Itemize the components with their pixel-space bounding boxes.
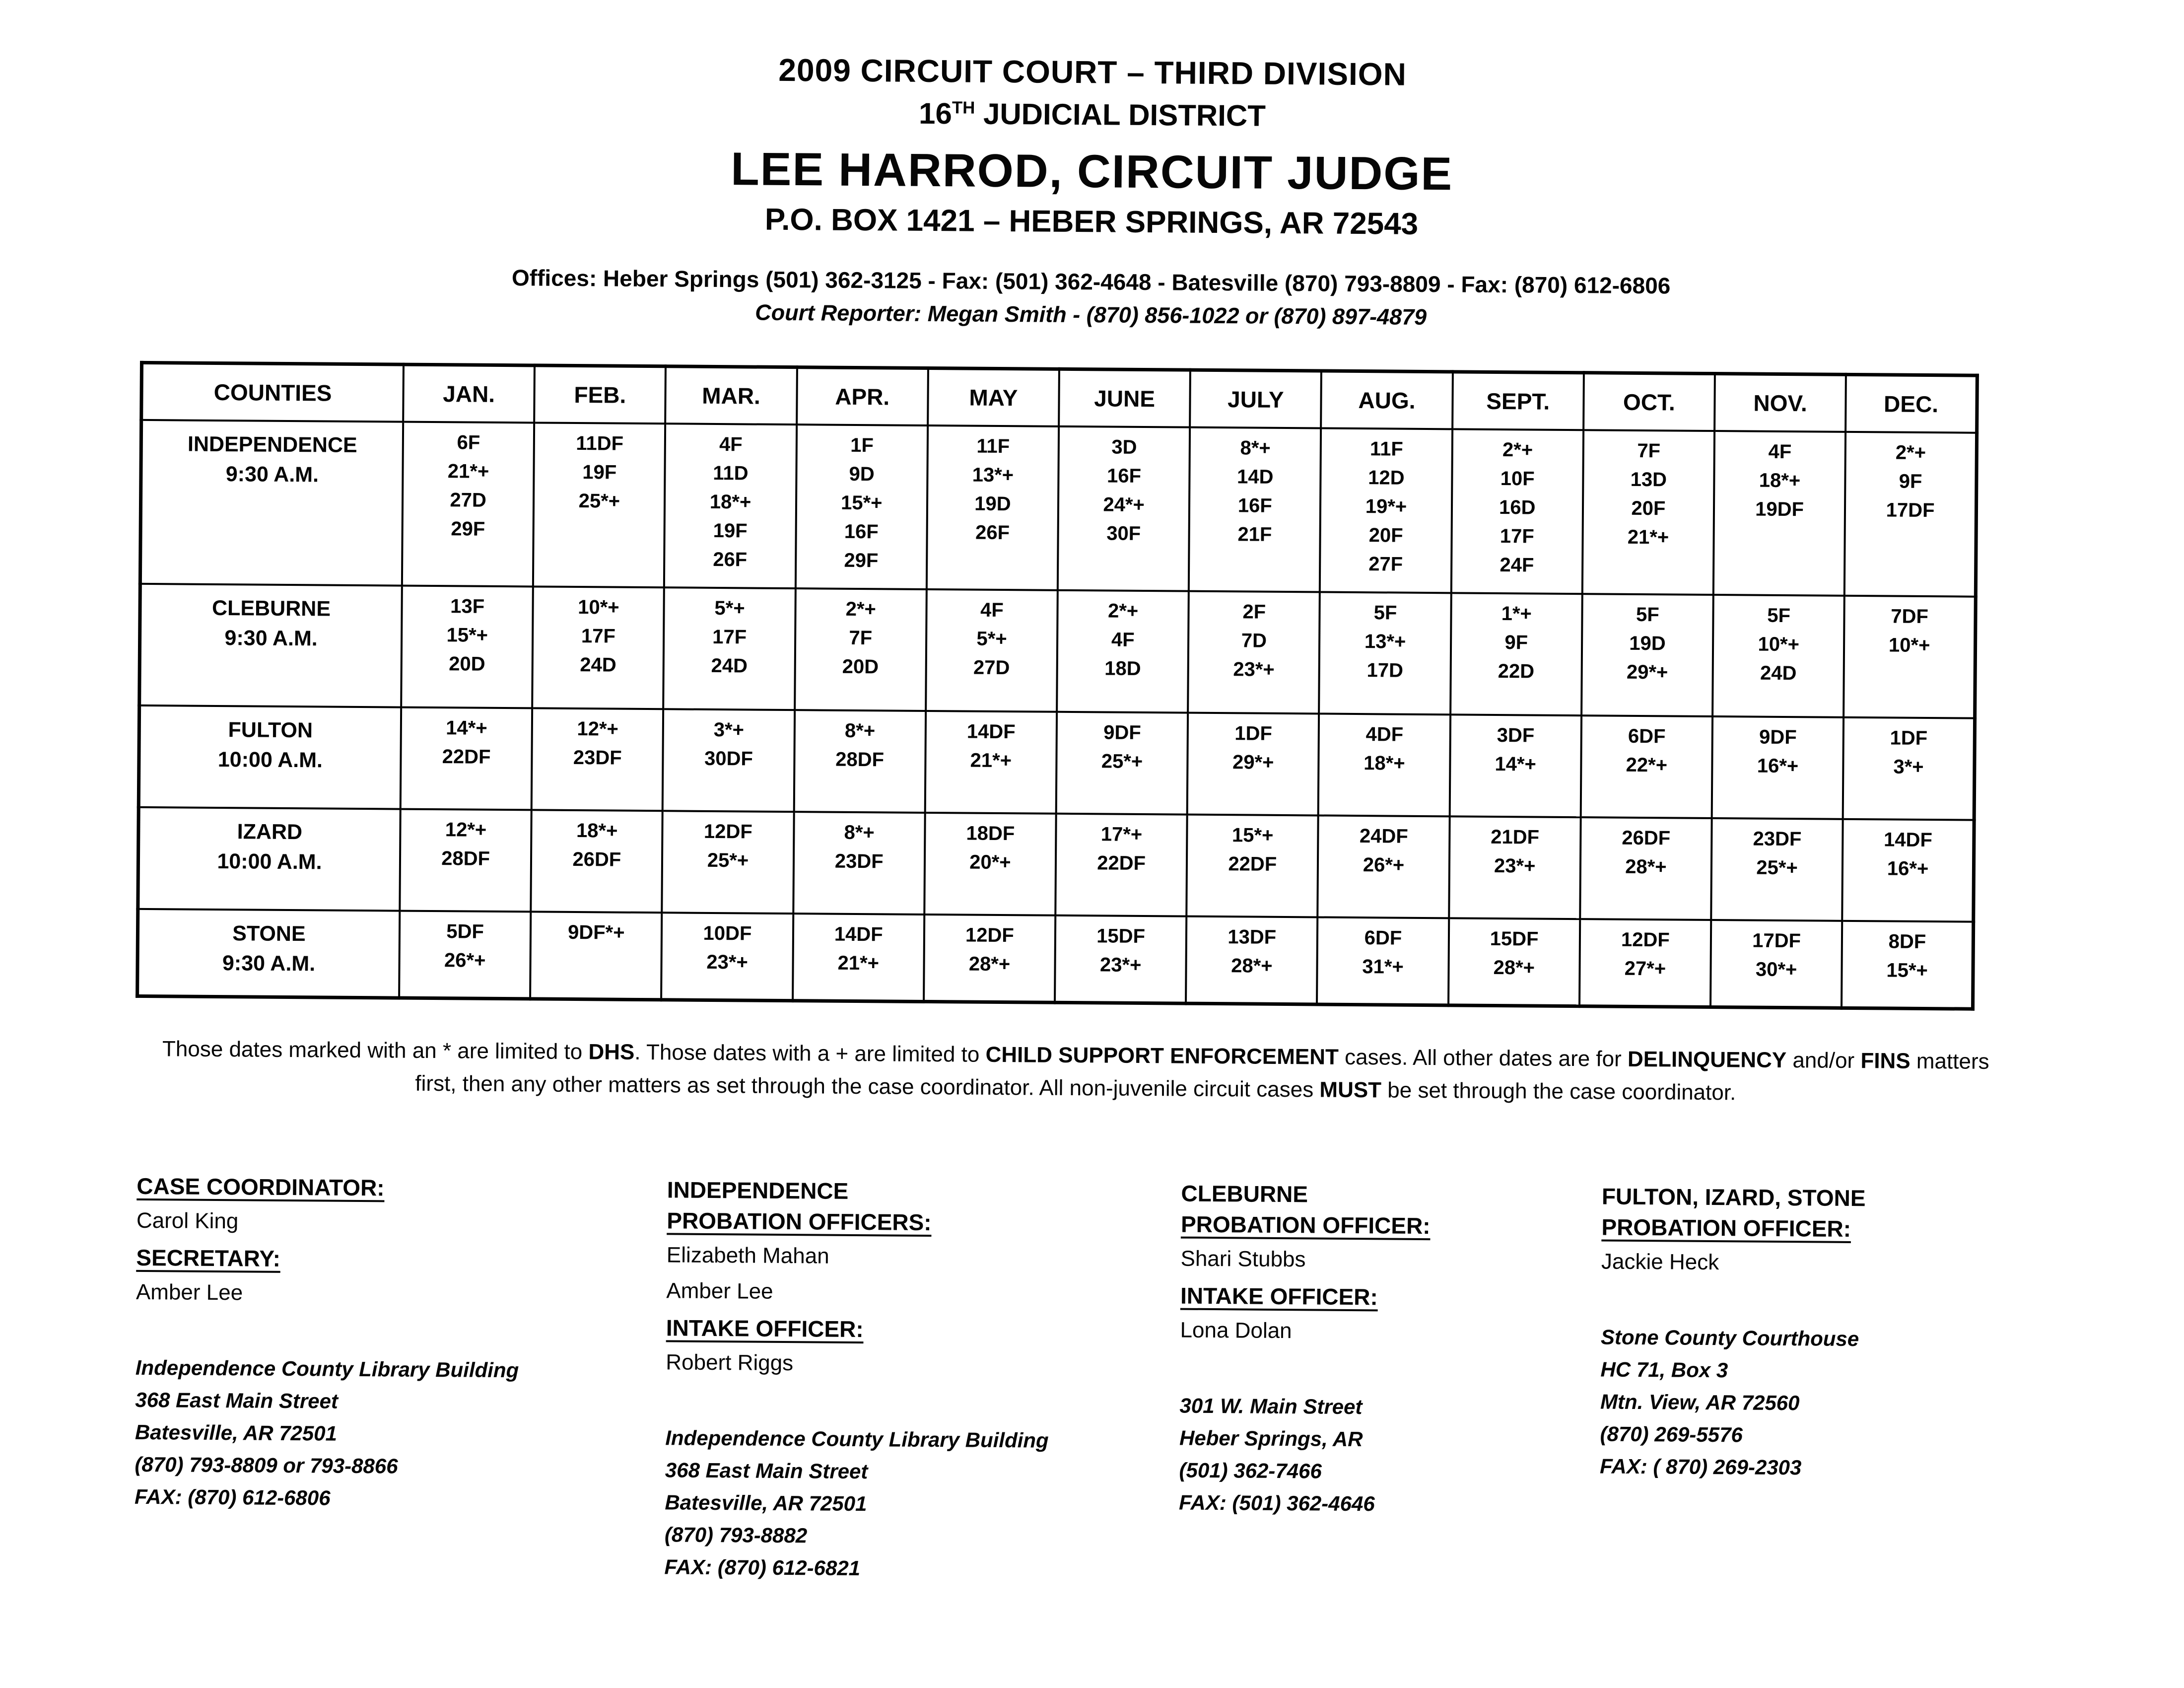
column-header: COUNTIES xyxy=(141,362,404,422)
contact-address: FAX: (870) 612-6806 xyxy=(134,1484,331,1510)
footnote-text: be set through the case coordinator. xyxy=(1381,1077,1736,1105)
schedule-cell: 11DF 19F 25*+ xyxy=(533,422,666,587)
column-header: MAY xyxy=(928,368,1059,426)
schedule-cell: 23DF 25*+ xyxy=(1711,818,1843,921)
county-cell: STONE 9:30 A.M. xyxy=(137,909,400,998)
column-header: AUG. xyxy=(1321,371,1453,429)
contact-column xyxy=(1599,1183,2008,1593)
schedule-cell: 3*+ 30DF xyxy=(663,709,795,812)
contact-heading: PROBATION OFFICER: xyxy=(1180,1211,1431,1239)
schedule-cell: 5F 19D 29*+ xyxy=(1581,594,1713,716)
judge-address: P.O. BOX 1421 – HEBER SPRINGS, AR 72543 xyxy=(764,202,1419,241)
contact-address: Independence County Library Building xyxy=(135,1355,519,1382)
document-header xyxy=(0,46,2184,247)
footnote-text: cases. All other dates are for xyxy=(1338,1045,1628,1071)
schedule-cell: 9DF*+ xyxy=(530,912,662,999)
schedule-cell: 6F 21*+ 27D 29F xyxy=(402,422,535,587)
schedule-cell: 2F 7D 23*+ xyxy=(1188,591,1320,714)
contact-name: Amber Lee xyxy=(136,1279,243,1305)
table-row xyxy=(139,584,1976,718)
contact-column xyxy=(1178,1180,1567,1589)
county-cell: FULTON 10:00 A.M. xyxy=(138,705,401,809)
contact-title: CLEBURNE xyxy=(1181,1180,1308,1207)
judicial-district xyxy=(0,90,2184,140)
schedule-cell: 4DF 18*+ xyxy=(1318,713,1450,816)
column-header: JUNE xyxy=(1059,369,1190,427)
schedule-cell: 8*+ 28DF xyxy=(794,710,926,813)
contacts xyxy=(134,1172,2008,1592)
schedule-cell: 17DF 30*+ xyxy=(1710,920,1842,1008)
court-reporter-line: Court Reporter: Megan Smith - (870) 856-1022 or (870) 897-4879 xyxy=(755,299,1427,330)
contact-address: (501) 362-7466 xyxy=(1179,1458,1322,1483)
contact-name: Carol King xyxy=(136,1208,239,1233)
offices-line: Offices: Heber Springs (501) 362-3125 - Fax: (501) 362-4648 - Batesville (870) 793-8809 - Fax: (870) 612-6806 xyxy=(511,265,1671,299)
schedule-cell: 6DF 31*+ xyxy=(1317,917,1448,1005)
contact-heading: PROBATION OFFICERS: xyxy=(667,1207,932,1235)
schedule-cell: 15DF 28*+ xyxy=(1448,918,1580,1006)
table-row xyxy=(140,420,1977,597)
footnote-term: FINS xyxy=(1860,1048,1911,1073)
column-header: OCT. xyxy=(1583,373,1715,431)
schedule-cell: 7F 13D 20F 21*+ xyxy=(1582,430,1715,595)
contact-address: Independence County Library Building xyxy=(665,1425,1049,1452)
schedule-cell: 14*+ 22DF xyxy=(401,707,533,810)
schedule-cell: 15DF 23*+ xyxy=(1055,915,1186,1003)
contact-address: (870) 269-5576 xyxy=(1600,1421,1743,1446)
schedule-cell: 2*+ 10F 16D 17F 24F xyxy=(1451,429,1583,594)
schedule-cell: 14DF 21*+ xyxy=(925,711,1057,814)
column-header: APR. xyxy=(797,367,928,425)
contact-address: Stone County Courthouse xyxy=(1600,1325,1859,1350)
footnote-term: DELINQUENCY xyxy=(1627,1047,1787,1072)
schedule-cell: 1F 9D 15*+ 16F 29F xyxy=(795,424,928,589)
district-label: JUDICIAL DISTRICT xyxy=(975,97,1266,133)
schedule-cell: 12DF 25*+ xyxy=(662,811,794,914)
footnote-term: MUST xyxy=(1319,1077,1382,1102)
footnote-text: and/or xyxy=(1786,1048,1861,1073)
contact-name: Amber Lee xyxy=(666,1278,773,1304)
footnote-text: Those dates marked with an * are limited to xyxy=(162,1036,589,1064)
county-cell: CLEBURNE 9:30 A.M. xyxy=(139,584,402,707)
column-header: DEC. xyxy=(1845,374,1977,432)
contact-heading: SECRETARY: xyxy=(136,1244,281,1271)
contact-address: Batesville, AR 72501 xyxy=(135,1420,338,1445)
schedule-cell: 26DF 28*+ xyxy=(1580,817,1712,920)
table-row xyxy=(138,807,1974,922)
contact-name: Elizabeth Mahan xyxy=(666,1242,829,1268)
county-cell: IZARD 10:00 A.M. xyxy=(138,807,401,911)
schedule-cell: 6DF 22*+ xyxy=(1581,715,1713,818)
column-header: NOV. xyxy=(1714,374,1846,432)
contact-heading: PROBATION OFFICER: xyxy=(1601,1213,1851,1242)
schedule-cell: 8*+ 14D 16F 21F xyxy=(1189,427,1321,592)
schedule-cell: 12DF 27*+ xyxy=(1579,919,1711,1007)
footnote-text: matters first, then any other matters as set through the case coordinator. All non-juvenile circuit cases xyxy=(415,1049,1989,1102)
schedule-cell: 3D 16F 24*+ 30F xyxy=(1058,426,1190,591)
schedule-cell: 12*+ 28DF xyxy=(400,809,532,912)
district-number: 16 xyxy=(918,96,953,131)
contact-address: (870) 793-8882 xyxy=(664,1522,808,1547)
schedule-cell: 4F 18*+ 19DF xyxy=(1713,431,1846,596)
schedule-cell: 9DF 16*+ xyxy=(1712,716,1844,819)
schedule-table-body xyxy=(137,420,1977,1009)
schedule-cell: 13F 15*+ 20D xyxy=(401,586,533,708)
column-header: JULY xyxy=(1190,370,1321,428)
schedule-cell: 12*+ 23DF xyxy=(532,708,664,811)
schedule-table xyxy=(136,361,1979,1010)
schedule-cell: 1DF 3*+ xyxy=(1843,717,1975,820)
schedule-cell: 2*+ 9F 17DF xyxy=(1844,432,1977,597)
contact-address: FAX: ( 870) 269-2303 xyxy=(1599,1454,1802,1479)
contact-address: 368 East Main Street xyxy=(665,1458,868,1483)
schedule-cell: 14DF 21*+ xyxy=(793,914,924,1001)
footnote-term: CHILD SUPPORT ENFORCEMENT xyxy=(985,1042,1339,1069)
schedule-cell: 15*+ 22DF xyxy=(1186,815,1318,917)
schedule-cell: 4F 5*+ 27D xyxy=(926,589,1058,712)
schedule-cell: 1DF 29*+ xyxy=(1187,713,1319,816)
contact-address: 368 East Main Street xyxy=(135,1388,339,1413)
contact-address: Mtn. View, AR 72560 xyxy=(1600,1389,1800,1414)
footnote xyxy=(142,1032,2009,1111)
schedule-cell: 2*+ 4F 18D xyxy=(1057,590,1189,713)
schedule-cell: 10DF 23*+ xyxy=(661,913,793,1000)
schedule-cell: 11F 13*+ 19D 26F xyxy=(927,425,1059,590)
contact-heading: INTAKE OFFICER: xyxy=(666,1314,864,1342)
schedule-cell: 5F 13*+ 17D xyxy=(1319,592,1451,714)
schedule-cell: 5F 10*+ 24D xyxy=(1712,595,1844,717)
footnote-term: DHS xyxy=(588,1039,635,1064)
contact-name: Lona Dolan xyxy=(1180,1318,1292,1343)
court-title: 2009 CIRCUIT COURT – THIRD DIVISION xyxy=(778,52,1407,92)
contact-name: Jackie Heck xyxy=(1601,1249,1719,1274)
contact-name: Shari Stubbs xyxy=(1180,1246,1306,1271)
contact-title: FULTON, IZARD, STONE xyxy=(1601,1183,1866,1211)
schedule-cell: 5*+ 17F 24D xyxy=(664,587,796,710)
district-ordinal: TH xyxy=(952,98,975,118)
schedule-cell: 14DF 16*+ xyxy=(1842,819,1974,922)
contact-address: HC 71, Box 3 xyxy=(1600,1357,1728,1382)
footnote-text: . Those dates with a + are limited to xyxy=(634,1040,986,1067)
county-cell: INDEPENDENCE 9:30 A.M. xyxy=(140,420,403,586)
schedule-cell: 17*+ 22DF xyxy=(1055,814,1187,916)
contact-column xyxy=(664,1176,1146,1587)
table-row xyxy=(137,909,1974,1009)
table-row xyxy=(138,705,1975,820)
schedule-cell: 10*+ 17F 24D xyxy=(532,586,664,709)
schedule-cell: 11F 12D 19*+ 20F 27F xyxy=(1320,428,1452,593)
contact-address: 301 W. Main Street xyxy=(1179,1394,1363,1418)
contact-address: Batesville, AR 72501 xyxy=(665,1490,867,1515)
contact-address: FAX: (501) 362-4646 xyxy=(1178,1490,1375,1515)
schedule-cell: 24DF 26*+ xyxy=(1318,815,1450,918)
contact-name: Robert Riggs xyxy=(666,1349,794,1375)
schedule-cell: 18DF 20*+ xyxy=(924,813,1056,915)
schedule-cell: 2*+ 7F 20D xyxy=(795,588,927,711)
column-header: JAN. xyxy=(403,364,535,422)
judge-name: LEE HARROD, CIRCUIT JUDGE xyxy=(730,142,1453,200)
column-header: SEPT. xyxy=(1452,372,1584,430)
column-header: FEB. xyxy=(534,365,666,423)
contact-address: FAX: (870) 612-6821 xyxy=(664,1554,861,1580)
schedule-cell: 5DF 26*+ xyxy=(399,911,531,999)
schedule-cell: 1*+ 9F 22D xyxy=(1450,593,1582,715)
schedule-cell: 18*+ 26DF xyxy=(531,810,663,913)
schedule-cell: 8*+ 23DF xyxy=(793,812,925,914)
contact-address: (870) 793-8809 or 793-8866 xyxy=(135,1452,398,1478)
schedule-cell: 13DF 28*+ xyxy=(1186,916,1317,1004)
column-header: MAR. xyxy=(666,366,797,424)
contact-address: Heber Springs, AR xyxy=(1179,1426,1363,1451)
schedule-cell: 7DF 10*+ xyxy=(1843,596,1976,718)
schedule-cell: 9DF 25*+ xyxy=(1056,712,1188,815)
schedule-cell: 21DF 23*+ xyxy=(1449,816,1581,919)
contact-heading: INTAKE OFFICER: xyxy=(1180,1282,1378,1310)
schedule-cell: 12DF 28*+ xyxy=(924,914,1055,1002)
schedule-cell: 3DF 14*+ xyxy=(1449,714,1581,817)
schedule-cell: 4F 11D 18*+ 19F 26F xyxy=(664,423,797,588)
contact-title: INDEPENDENCE xyxy=(667,1176,849,1204)
schedule-cell: 8DF 15*+ xyxy=(1842,921,1973,1009)
contact-column xyxy=(134,1172,632,1583)
contact-heading: CASE COORDINATOR: xyxy=(136,1173,385,1200)
